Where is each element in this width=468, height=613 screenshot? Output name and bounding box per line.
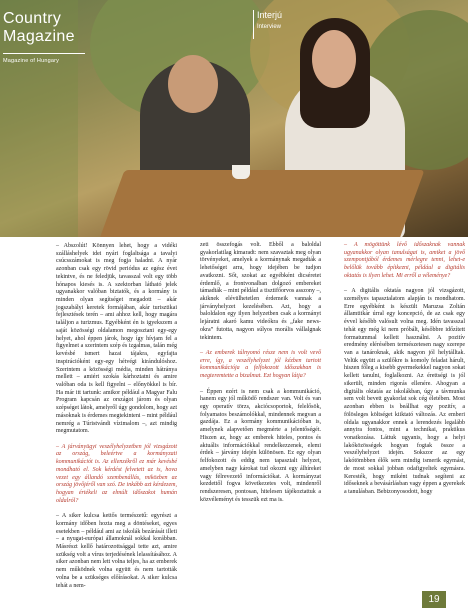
paragraph: – A digitális oktatás nagyon jól vizsgázott, személyes tapasztalatom alapján is mondhatom. Erre egyébként is készült Maruzsa Zoltán államtitkár úrral egy koncepció, de az csak egy évvel később valósult volna meg. Idén tavasszal tehát egy még ki nem próbált, későbbre időzített formatummal kellett használni. A pozitív eredmény elérésében természetesen nagy szerepe van a tanároknak, akik nagyon jól helytálltak. Velük együtt a szülőkre is komoly feladat hárult, hiszen főleg a kisebb gyermekekkel nagyon sokat kellett tanulni, foglalkozni. Az érettségi is jól sikerült, minden rigorás ellenére. Ahogyan a digitális oktatás az iskolákban, úgy a távmunka sem volt bevett gyakorlat sok cég életében. Most azonban ebben is beállhat egy pozitív, a fölösleges költséget kiiktató változás. Az emberi oldala ugyanakkor ennek a lerendezés legalább annyira fontos, mint a technikai, praktikus vonatkozása. Láttuk ugyanis, hogy a helyi lakóközösségek hogyan fogtak össze a veszélyhelyzet idején. Sokszor az egy lakótömbben élők sem mindig ismerik egymást, de most sokkal jobban odafigyeltek egymásra. Keresték, hogy miként tudnak segíteni az időseknek a bevásárlásban vagy éppen a gyerekek a tanulásban. Bebizonyosodott, hogy (344, 288, 465, 495)
section-subname: Interview (257, 24, 282, 30)
coffee-cup (232, 165, 250, 179)
magazine-subtitle: Magazine of Hungary (3, 58, 60, 64)
masthead-rule (3, 53, 85, 54)
cafe-table (95, 170, 424, 237)
paragraph: – Abszolút! Könnyen lehet, hogy a vidéki szálláshelyek idei nyári foglaltsága a tavalyi csúcsszámokat is meg fogja haladni. A nyár azonban csak egy rövid periódus az egész évet tekintve, és ne feledjük, tavasszal volt egy több hónapos kiesés is. A szektorban látható jelek ugyanakkor valóban biztatók, és a kormány is minden olyan segítséget megadott – akár jogszabályi keretek formájában, akár turisztikai fejlesztések terén – ami ahhoz kell, hogy magára találjon a turizmus. Egyébként én is igyekszem a saját közösségi oldalamon megosztani egy-egy helyet, ahol éppen járok, hogy így hívjam fel a figyelmet a szerintem szép és izgalmas, talán még kevésbé ismert hazai tájakra, egyfajta inspirációként egy-egy hétvégi kirándulóshoz. Szerintem a közösségi média, minden hátránya mellett – amiért szokás kárhoztatni és amire valóban oda is kell figyelni – előnyökkel is bír. Ha már itt tartunk: amikor például a Magyar Falu Program kapcsán az országot járom és olyan szépséget látok, amelyről úgy gondolom, hogy azt másoknak is érdemes megtekinteni – mint például nemrég a Túristvándi vízimalom –, azt mindig megmutatom. (56, 243, 177, 435)
article-column-1 (56, 243, 177, 598)
paragraph: – A siker kulcsa kettős természetű: egyrészt a kormány időben hozta meg a döntéseket, egyes esetekben – például ami az iskolák bezárását illeti – a nyugat-európai államoknál sokkal korábban. Másrészt kellő határozottsággal tette azt, amire szükség volt a vírus terjedésének lelassításához. A siker azonban nem lett volna teljes, ha az emberek nem működnek volna együtt és nem tartották volna be a szükséges előírásokat. A siker kulcsa tehát a nem- (56, 513, 177, 589)
magazine-title-line2: Magazine (3, 28, 75, 45)
interviewer-head (168, 55, 218, 113)
article-column-2 (200, 242, 321, 512)
magazine-title (3, 10, 83, 46)
section-rule (253, 10, 254, 39)
paragraph: – Éppen ezért is nem csak a kommunikáció, hanem egy jól működő rendszer van. Volt és van egy operatív törzs, akciócsoportok, felelősök, folyamatos beszámolókkal, mindennek megvan a gazdája. Ez a kormány kommunikációban is, amelynek alapvetően megmérte a jelentőségét. Hiszen az, hogy az emberek hiteles, pontos és aktuális információkkal rendelkezzenek, elemi érdek – járvány idején különösen. Ez egy olyan felfokozott és eddig nem tapasztalt helyzet, amelyben nagy károkat tud okozni egy álhíreket vagy félrevezető információkat. A kormányzat kezdettől fogva következetes volt, mindenről rendszeresen, pontosan, hitelesen tájékoztattuk a közvéleményt és tesszük ezt ma is. (200, 388, 321, 503)
section-name: Interjú (257, 10, 283, 20)
interview-question: – A mögöttünk lévő időszaknak vannak ugyanakkor olyan tanulságai is, amiket a jövő szempontjából érdemes mérlegre tenni, lehet-e belőlük tovább építkezni, például a digitális oktatás is ilyen lehet. Mi erről a véleménye? (344, 242, 465, 279)
page-number: 19 (422, 591, 446, 608)
article-column-3 (344, 242, 465, 504)
interview-question: – A járványügyi veszélyhelyzetben jól vizsgázott az ország, beleértve a kormányzati kommunikációt is. Az ellenzékről ez már kevésbé mondható el. Sok kérdést felvetett az is, hova vezet egy állandó szembenállás, miközben az ország jövőjéről van szó. De inkább azt kérdezem, hogyan értékeli az elmúlt időszakot humán oldalról? (56, 443, 177, 504)
paragraph: zeti összefogás volt. Ebből a baloldal gyakorlatilag kimaradt: nem szavaztak meg olyan törvényeket, amelyek a kormánynak megadták a lehetőséget arra, hogy idejében be tudjon avatkozni. Sőt, szokat az egyébként dicséretet érdemlő, a frontvonalban dolgozó embereket támadták – mint például a tisztifőorvos asszony –, akiknek elévülhetetlen érdemeik vannak a járványhelyzet kezelésében. Azt, hogy a baloldalon egy ilyen helyzetben csak a kormányt lejáratni akaró kamu videókra és „fake news-okra” futotta, nagyon súlyos morális vállalgnak tekintem. (200, 242, 321, 341)
interview-question: – Az emberek túlnyomó része nem is volt vevő erre, így, a veszélyhelyzet jól kézben tartott kommunikációja a felfokozott időszakban is megteremtette a bizalmat. Ezt hogyan látja? (200, 350, 321, 380)
magazine-title-line1: Country (3, 10, 62, 27)
section-label (257, 10, 282, 31)
interviewee-face (312, 30, 356, 88)
